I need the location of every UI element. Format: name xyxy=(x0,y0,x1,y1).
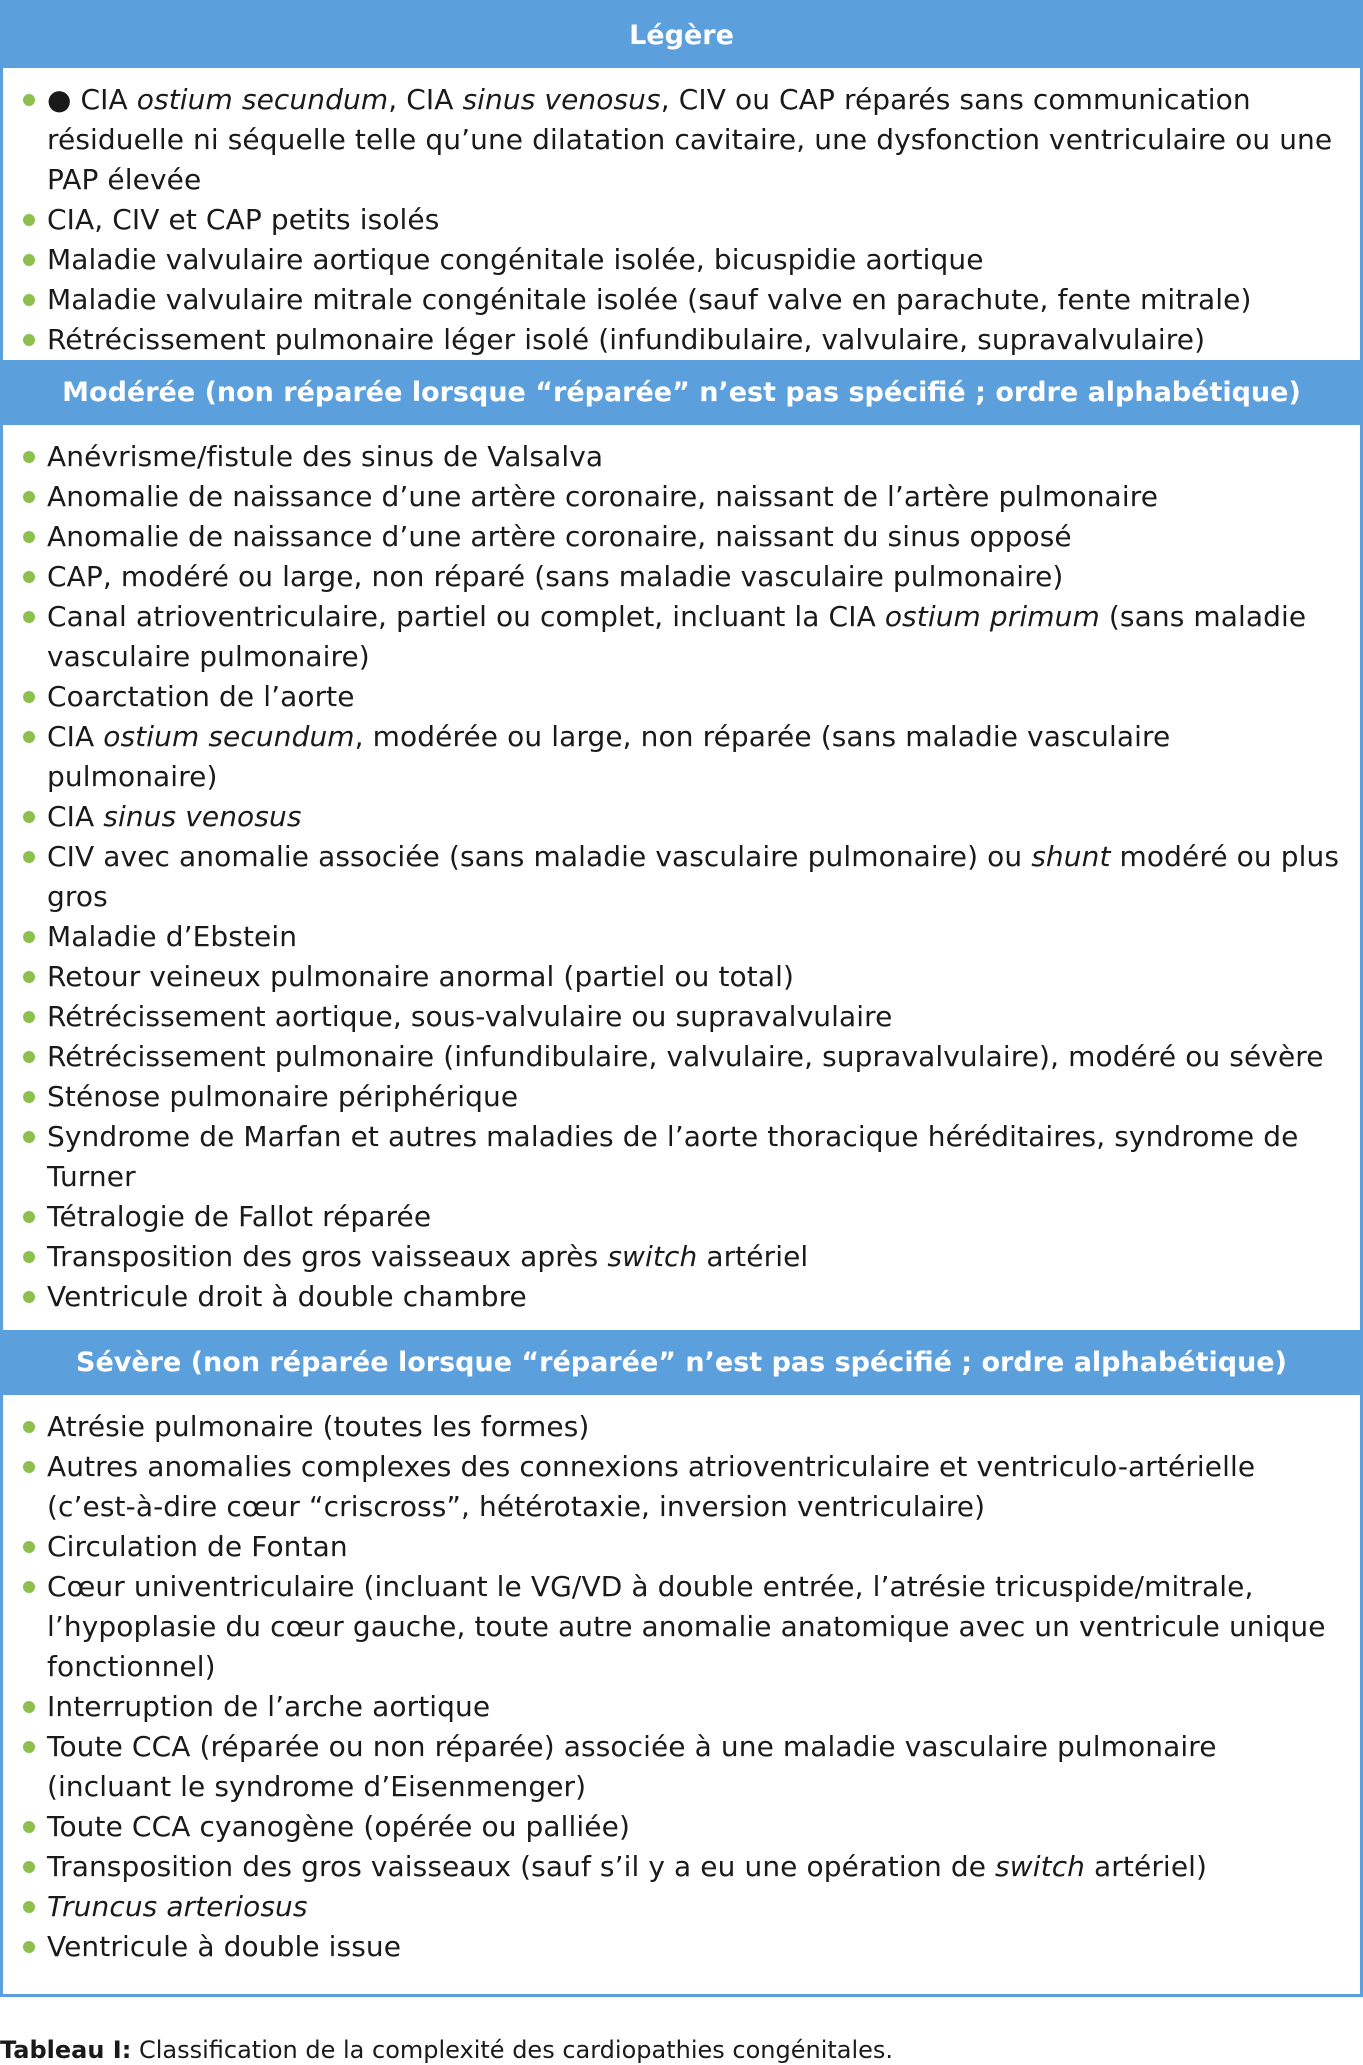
list-item-text: CIA ostium secundum, modérée ou large, non réparée (sans maladie vasculaire pulmonaire) xyxy=(47,720,1171,793)
section-legere xyxy=(3,3,1360,360)
list-item-text: Canal atrioventriculaire, partiel ou complet, incluant la CIA ostium primum (sans maladie vasculaire pulmonaire) xyxy=(47,600,1307,673)
bullet-icon xyxy=(23,1211,35,1223)
section-header: Sévère (non réparée lorsque “réparée” n’est pas spécifié ; ordre alphabétique) xyxy=(3,1330,1360,1397)
bullet-icon xyxy=(23,611,35,623)
list-item xyxy=(21,957,1342,997)
list-item xyxy=(21,1277,1342,1317)
list-item-text: Rétrécissement aortique, sous-valvulaire ou supravalvulaire xyxy=(47,1000,893,1033)
list-item xyxy=(21,80,1342,200)
list-item-text: Maladie d’Ebstein xyxy=(47,920,298,953)
list-item xyxy=(21,917,1342,957)
list-item xyxy=(21,1527,1342,1567)
table-caption xyxy=(0,2036,893,2064)
list-item-text: Transposition des gros vaisseaux (sauf s’il y a eu une opération de switch artériel) xyxy=(47,1850,1208,1883)
list-item-text: Interruption de l’arche aortique xyxy=(47,1690,491,1723)
list-item-text: CAP, modéré ou large, non réparé (sans maladie vasculaire pulmonaire) xyxy=(47,560,1064,593)
bullet-icon xyxy=(23,451,35,463)
list-item-text: Circulation de Fontan xyxy=(47,1530,348,1563)
bullet-icon xyxy=(23,1901,35,1913)
list-item-text: Toute CCA cyanogène (opérée ou palliée) xyxy=(47,1810,630,1843)
list-item xyxy=(21,320,1342,360)
bullet-icon xyxy=(23,1251,35,1263)
list-item xyxy=(21,477,1342,517)
bullet-icon xyxy=(23,254,35,266)
bullet-icon xyxy=(23,1581,35,1593)
section-moderee xyxy=(3,360,1360,1330)
section-body xyxy=(3,1397,1360,1994)
list-item xyxy=(21,677,1342,717)
list-item xyxy=(21,837,1342,917)
list-item xyxy=(21,1687,1342,1727)
list-item-text: Anomalie de naissance d’une artère coronaire, naissant du sinus opposé xyxy=(47,520,1072,553)
list-item-text: Retour veineux pulmonaire anormal (partiel ou total) xyxy=(47,960,794,993)
list-item xyxy=(21,1077,1342,1117)
section-body xyxy=(3,427,1360,1330)
item-list xyxy=(21,437,1342,1317)
list-item-text: Rétrécissement pulmonaire léger isolé (infundibulaire, valvulaire, supravalvulaire) xyxy=(47,323,1206,356)
bullet-icon xyxy=(23,1821,35,1833)
bullet-icon xyxy=(23,1091,35,1103)
list-item-text: Sténose pulmonaire périphérique xyxy=(47,1080,519,1113)
list-item xyxy=(21,240,1342,280)
section-header: Légère xyxy=(3,3,1360,70)
list-item-text: Anévrisme/fistule des sinus de Valsalva xyxy=(47,440,604,473)
bullet-icon xyxy=(23,731,35,743)
list-item xyxy=(21,517,1342,557)
bullet-icon xyxy=(23,811,35,823)
list-item-text: Maladie valvulaire mitrale congénitale isolée (sauf valve en parachute, fente mitrale) xyxy=(47,283,1252,316)
section-severe xyxy=(3,1330,1360,1994)
list-item xyxy=(21,1847,1342,1887)
list-item xyxy=(21,1197,1342,1237)
list-item-text: Ventricule droit à double chambre xyxy=(47,1280,527,1313)
list-item xyxy=(21,1567,1342,1687)
list-item-text: ● CIA ostium secundum, CIA sinus venosus, CIV ou CAP réparés sans communication résiduelle ni séquelle telle qu’une dilatation cavitaire, une dysfonction ventriculaire ou une PAP élevée xyxy=(47,83,1333,196)
bullet-icon xyxy=(23,1011,35,1023)
caption-label: Tableau I: xyxy=(0,2036,132,2064)
bullet-icon xyxy=(23,1291,35,1303)
list-item xyxy=(21,557,1342,597)
list-item-text: CIA sinus venosus xyxy=(47,800,302,833)
list-item xyxy=(21,797,1342,837)
bullet-icon xyxy=(23,1051,35,1063)
bullet-icon xyxy=(23,1541,35,1553)
bullet-icon xyxy=(23,971,35,983)
list-item-text: Maladie valvulaire aortique congénitale isolée, bicuspidie aortique xyxy=(47,243,984,276)
list-item-text: Rétrécissement pulmonaire (infundibulaire, valvulaire, supravalvulaire), modéré ou sévère xyxy=(47,1040,1324,1073)
bullet-icon xyxy=(23,1421,35,1433)
bullet-icon xyxy=(23,1941,35,1953)
bullet-icon xyxy=(23,214,35,226)
bullet-icon xyxy=(23,1131,35,1143)
bullet-icon xyxy=(23,491,35,503)
list-item xyxy=(21,437,1342,477)
list-item xyxy=(21,280,1342,320)
list-item-text: Truncus arteriosus xyxy=(47,1890,308,1923)
list-item xyxy=(21,1927,1342,1967)
list-item-text: Tétralogie de Fallot réparée xyxy=(47,1200,432,1233)
list-item-text: Syndrome de Marfan et autres maladies de l’aorte thoracique héréditaires, syndrome de Turner xyxy=(47,1120,1299,1193)
list-item-text: Anomalie de naissance d’une artère coronaire, naissant de l’artère pulmonaire xyxy=(47,480,1159,513)
bullet-icon xyxy=(23,571,35,583)
item-list xyxy=(21,80,1342,360)
list-item-text: Autres anomalies complexes des connexions atrioventriculaire et ventriculo-artérielle (c’est-à-dire cœur “criscross”, hétérotaxie, inversion ventriculaire) xyxy=(47,1450,1256,1523)
list-item xyxy=(21,717,1342,797)
section-body xyxy=(3,70,1360,360)
bullet-icon xyxy=(23,1741,35,1753)
bullet-icon xyxy=(23,531,35,543)
list-item xyxy=(21,1887,1342,1927)
list-item xyxy=(21,1447,1342,1527)
list-item xyxy=(21,597,1342,677)
list-item-text: CIV avec anomalie associée (sans maladie vasculaire pulmonaire) ou shunt modéré ou plus gros xyxy=(47,840,1340,913)
list-item xyxy=(21,1407,1342,1447)
bullet-icon xyxy=(23,1861,35,1873)
list-item xyxy=(21,200,1342,240)
bullet-icon xyxy=(23,94,35,106)
list-item xyxy=(21,1237,1342,1277)
list-item xyxy=(21,1727,1342,1807)
bullet-icon xyxy=(23,294,35,306)
list-item xyxy=(21,1037,1342,1077)
list-item-text: Coarctation de l’aorte xyxy=(47,680,355,713)
list-item xyxy=(21,1117,1342,1197)
bullet-icon xyxy=(23,691,35,703)
caption-text: Classification de la complexité des cardiopathies congénitales. xyxy=(131,2036,894,2064)
bullet-icon xyxy=(23,1461,35,1473)
bullet-icon xyxy=(23,931,35,943)
list-item-text: Toute CCA (réparée ou non réparée) associée à une maladie vasculaire pulmonaire (incluant le syndrome d’Eisenmenger) xyxy=(47,1730,1217,1803)
list-item xyxy=(21,1807,1342,1847)
section-header: Modérée (non réparée lorsque “réparée” n’est pas spécifié ; ordre alphabétique) xyxy=(3,360,1360,427)
bullet-icon xyxy=(23,334,35,346)
list-item-text: Ventricule à double issue xyxy=(47,1930,402,1963)
item-list xyxy=(21,1407,1342,1967)
bullet-icon xyxy=(23,851,35,863)
bullet-icon xyxy=(23,1701,35,1713)
list-item-text: Transposition des gros vaisseaux après switch artériel xyxy=(47,1240,809,1273)
list-item-text: Atrésie pulmonaire (toutes les formes) xyxy=(47,1410,590,1443)
list-item-text: CIA, CIV et CAP petits isolés xyxy=(47,203,440,236)
list-item xyxy=(21,997,1342,1037)
list-item-text: Cœur univentriculaire (incluant le VG/VD à double entrée, l’atrésie tricuspide/mitrale, l’hypoplasie du cœur gauche, toute autre anomalie anatomique avec un ventricule unique fonctionnel) xyxy=(47,1570,1326,1683)
